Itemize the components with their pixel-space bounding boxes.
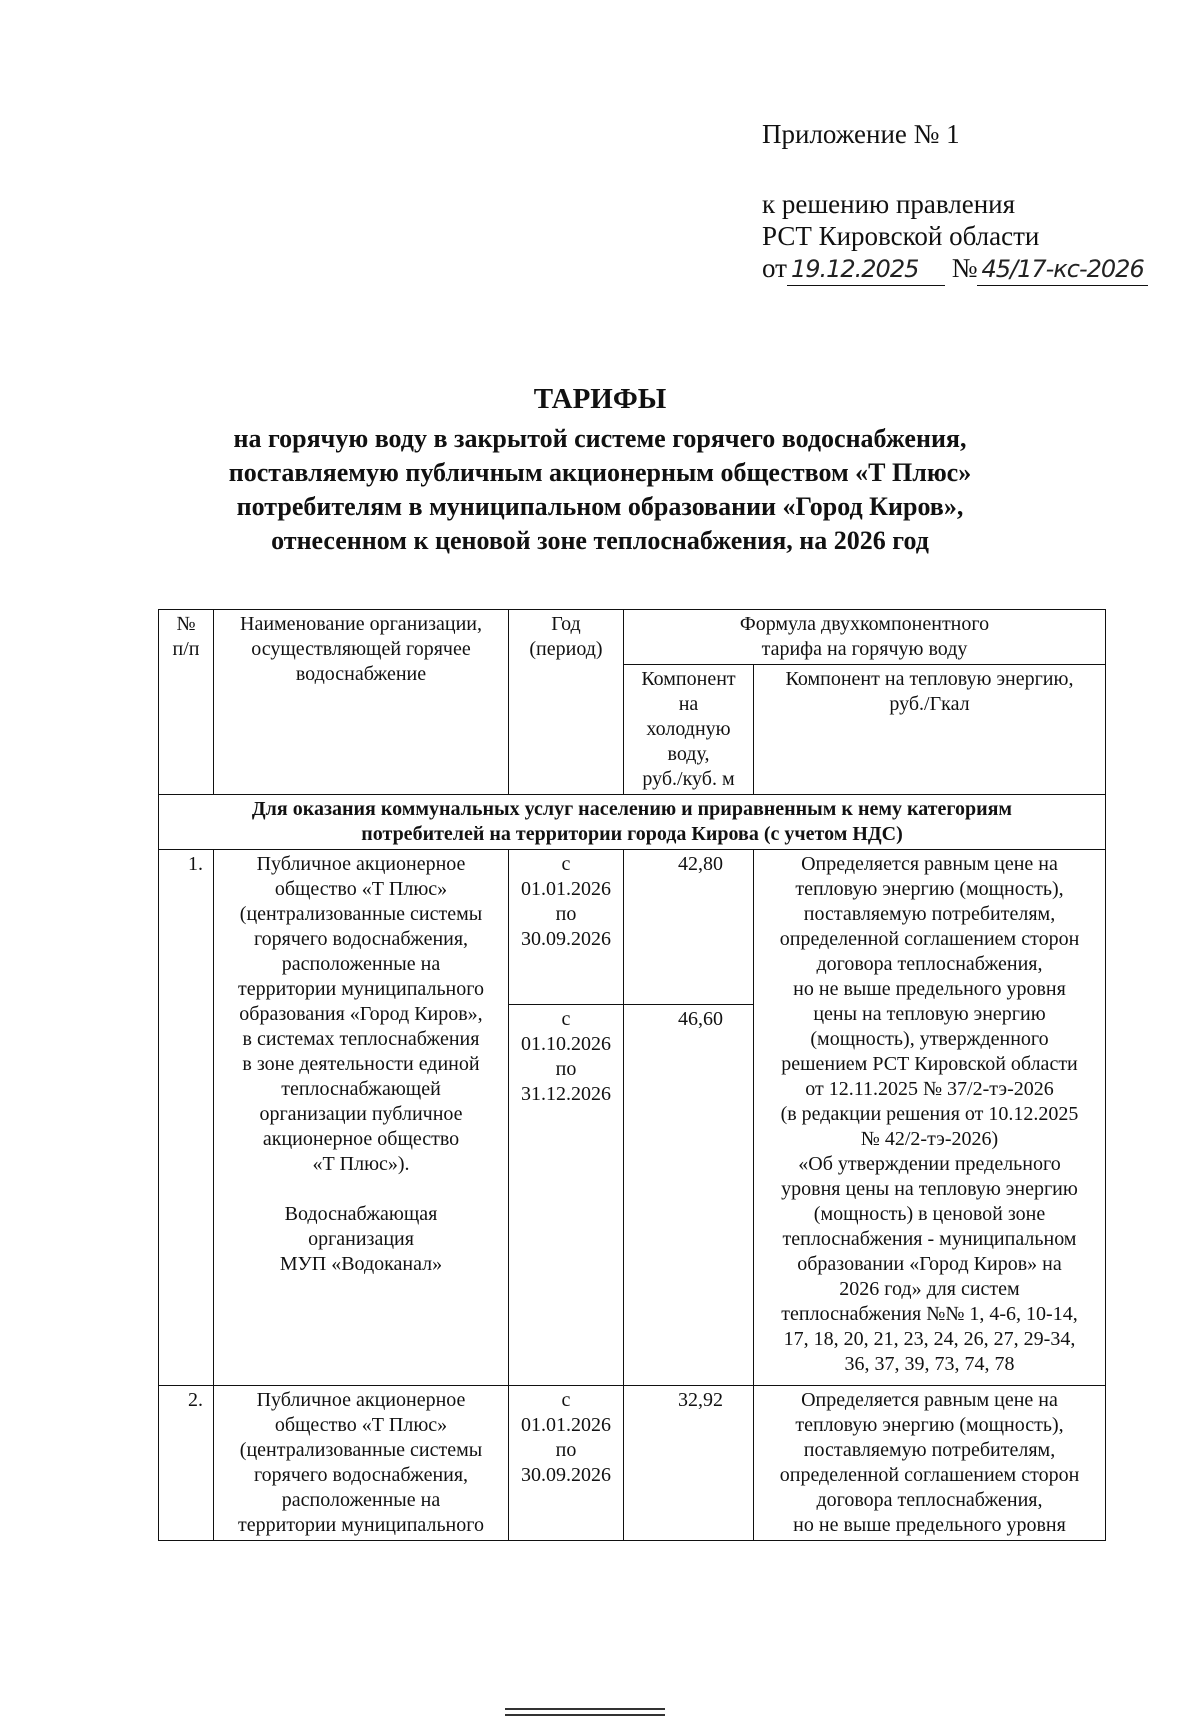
header-heat-energy: Компонент на тепловую энергию, руб./Гкал <box>754 665 1106 795</box>
row-period: с 01.01.2026 по 30.09.2026 <box>509 1386 624 1541</box>
row-organization: Публичное акционерное общество «Т Плюс» (централизованные системы горячего водоснабжения, расположенные на территории муниципального <box>214 1386 509 1541</box>
page-footer-mark <box>505 1708 665 1716</box>
appendix-title: Приложение № 1 <box>762 119 960 149</box>
appendix-block <box>762 118 1148 286</box>
row-cold-value: 42,80 <box>624 850 754 1005</box>
row-heat-component: Определяется равным цене на тепловую энергию (мощность), поставляемую потребителям, определенной соглашением сторон договора теплоснабжения, но не выше предельного уровня <box>754 1386 1106 1541</box>
row-period: с 01.10.2026 по 31.12.2026 <box>509 1005 624 1386</box>
title-main: ТАРИФЫ <box>533 383 667 415</box>
row-period: с 01.01.2026 по 30.09.2026 <box>509 850 624 1005</box>
section-row <box>159 795 1106 850</box>
table-header-row <box>159 610 1106 665</box>
table-row <box>159 1386 1106 1541</box>
table-row <box>159 850 1106 1005</box>
header-organization: Наименование организации, осуществляющей горячее водоснабжение <box>214 610 509 795</box>
date-prefix: от <box>762 253 787 283</box>
tariff-table <box>158 609 1106 1541</box>
handwritten-date: 19.12.2025 <box>787 253 945 286</box>
row-number: 2. <box>159 1386 214 1541</box>
header-cold-water: Компонент на холодную воду, руб./куб. м <box>624 665 754 795</box>
row-heat-component: Определяется равным цене на тепловую энергию (мощность), поставляемую потребителям, определенной соглашением сторон договора теплоснабжения, но не выше предельного уровня цены на тепловую энергию (мощность), утвержденного решением РСТ Кировской области от 12.11.2025 № 37/2-тэ-2026 (в редакции решения от 10.12.2025 № 42/2-тэ-2026) «Об утверждении предельного уровня цены на тепловую энергию (мощность) в ценовой зоне теплоснабжения - муниципальном образовании «Город Киров» на 2026 год» для систем теплоснабжения №№ 1, 4-6, 10-14, 17, 18, 20, 21, 23, 24, 26, 27, 29-34, 36, 37, 39, 73, 74, 78 <box>754 850 1106 1386</box>
number-prefix: № <box>951 253 978 283</box>
row-number: 1. <box>159 850 214 1386</box>
title-subtitle: на горячую воду в закрытой системе горячего водоснабжения, поставляемую публичным акционерным обществом «Т Плюс» потребителям в муниципальном образовании «Город Киров», отнесенном к ценовой зоне теплоснабжения, на 2026 год <box>228 424 972 555</box>
header-number: № п/п <box>159 610 214 795</box>
document-title <box>150 382 1050 558</box>
row-cold-value: 32,92 <box>624 1386 754 1541</box>
authority-line: РСТ Кировской области <box>762 221 1040 251</box>
handwritten-number: 45/17-кс-2026 <box>977 253 1147 286</box>
row-cold-value: 46,60 <box>624 1005 754 1386</box>
header-formula: Формула двухкомпонентного тарифа на горячую воду <box>624 610 1106 665</box>
row-organization: Публичное акционерное общество «Т Плюс» (централизованные системы горячего водоснабжения, расположенные на территории муниципального образования «Город Киров», в системах теплоснабжения в зоне деятельности единой теплоснабжающей организации публичное акционерное общество «Т Плюс»). Водоснабжающая организация МУП «Водоканал» <box>214 850 509 1386</box>
section-title: Для оказания коммунальных услуг населению и приравненным к нему категориям потребителей на территории города Кирова (с учетом НДС) <box>159 795 1106 850</box>
decision-line: к решению правления <box>762 189 1016 219</box>
date-number-line <box>762 252 1148 286</box>
header-period: Год (период) <box>509 610 624 795</box>
